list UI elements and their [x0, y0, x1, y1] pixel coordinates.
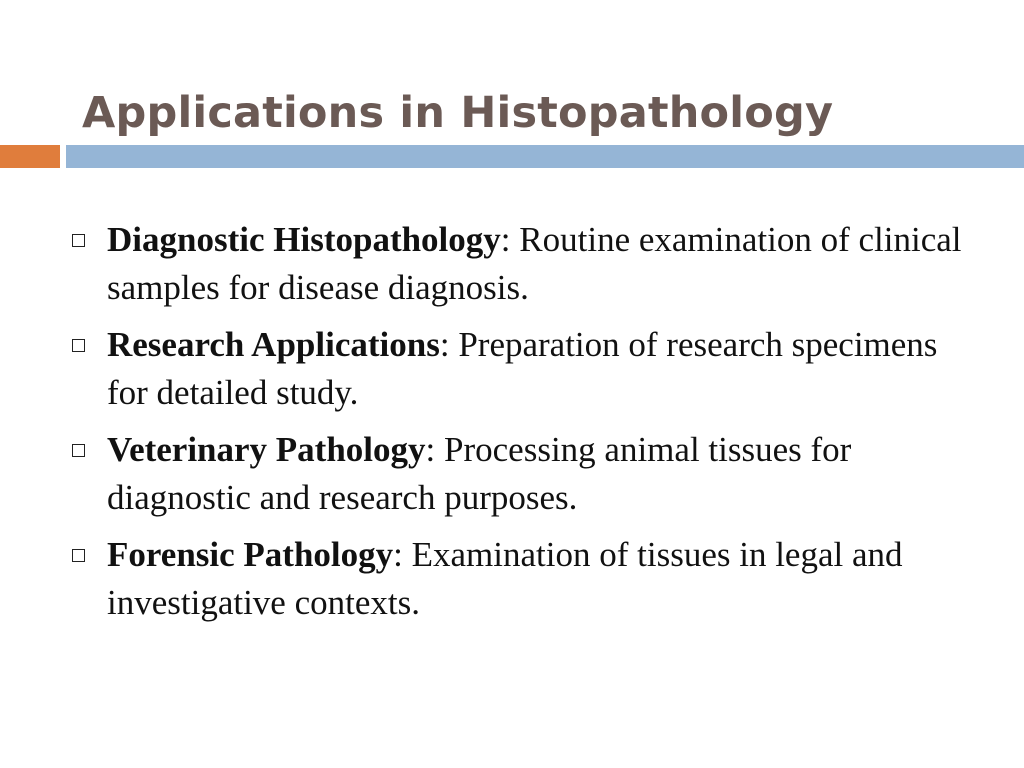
title-accent-bar-blue: [66, 145, 1024, 168]
bullet-separator: :: [425, 430, 436, 469]
bullet-description: Processing animal tissues for diagnostic and research purposes.: [107, 430, 852, 517]
bullet-separator: :: [500, 220, 511, 259]
bullet-description: Routine examination of clinical samples for disease diagnosis.: [107, 220, 962, 307]
bullet-description: Examination of tissues in legal and investigative contexts.: [107, 535, 903, 622]
hollow-square-bullet-icon: [72, 339, 85, 352]
hollow-square-bullet-icon: [72, 549, 85, 562]
bullet-item-diagnostic-histopathology: [72, 216, 972, 312]
bullet-list: [72, 216, 972, 636]
bullet-separator: :: [439, 325, 450, 364]
hollow-square-bullet-icon: [72, 234, 85, 247]
slide-title: Applications in Histopathology: [82, 88, 834, 138]
bullet-item-forensic-pathology: [72, 531, 972, 627]
bullet-item-research-applications: [72, 321, 972, 417]
bullet-term: Diagnostic Histopathology: [107, 220, 501, 259]
bullet-separator: :: [393, 535, 403, 574]
bullet-description: Preparation of research specimens for detailed study.: [107, 325, 938, 412]
bullet-item-veterinary-pathology: [72, 426, 972, 522]
title-accent-bar-orange: [0, 145, 60, 168]
hollow-square-bullet-icon: [72, 444, 85, 457]
bullet-term: Research Applications: [107, 325, 440, 364]
bullet-term: Forensic Pathology: [107, 535, 394, 574]
bullet-term: Veterinary Pathology: [107, 430, 426, 469]
